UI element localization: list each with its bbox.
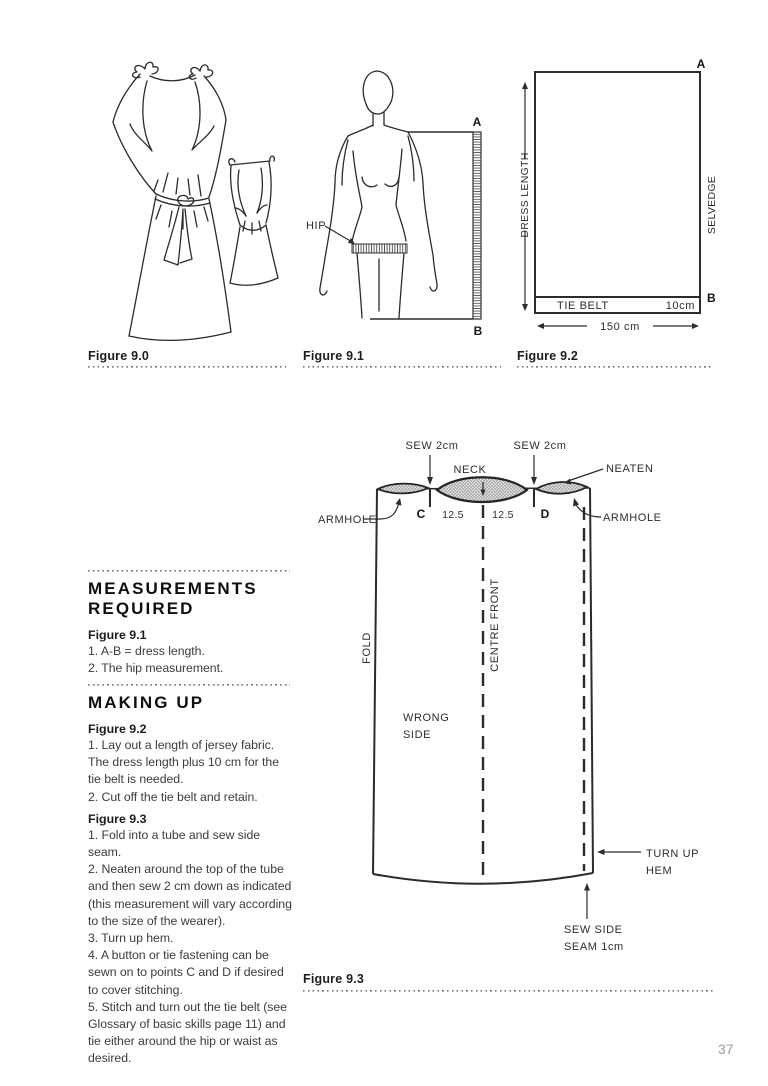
tie-belt-label: TIE BELT (557, 300, 609, 312)
sew-side-seam-label-line2: SEAM 1cm (564, 941, 624, 953)
fold-edge (373, 489, 377, 874)
step-item: 1. Fold into a tube and sew side seam. (88, 827, 261, 860)
point-a-label: A (472, 115, 482, 129)
step-item: 3. Turn up hem. (88, 931, 174, 946)
figure-9-2-caption: Figure 9.2 (517, 349, 579, 363)
fig91-text-label: Figure 9.1 (88, 628, 147, 642)
hip-label: HIP (306, 220, 327, 232)
making-up-body (88, 722, 295, 1068)
dress-length-label: DRESS LENGTH (519, 152, 531, 238)
divider-under-fig90 (88, 366, 286, 368)
armhole-right-label: ARMHOLE (603, 512, 662, 524)
neck-measure-right: 12.5 (492, 509, 514, 521)
fold-label: FOLD (361, 632, 373, 664)
hip-band (352, 244, 407, 253)
figure-9-1-caption: Figure 9.1 (303, 349, 365, 363)
page-number: 37 (718, 1041, 734, 1057)
sew-side-seam-label-line1: SEW SIDE (564, 924, 623, 936)
centre-front-label: CENTRE FRONT (489, 578, 501, 672)
figure-9-0-illustration (88, 55, 300, 345)
step-item: 2. Cut off the tie belt and retain. (88, 789, 258, 804)
side-edge (590, 488, 593, 873)
divider-under-fig93 (303, 990, 713, 992)
divider-under-fig91 (303, 366, 501, 368)
selvedge-label: SELVEDGE (706, 175, 718, 235)
measurement-item: 1. A-B = dress length. (88, 644, 205, 658)
turn-up-hem-label-line2: HEM (646, 865, 673, 877)
measurements-heading: MEASUREMENTS REQUIRED (88, 579, 258, 618)
step-item: 5. Stitch and turn out the tie belt (see Glossary of basic skills page 11) and tie either around the hip or waist as desired. (88, 999, 287, 1066)
wrong-side-label-line1: WRONG (403, 712, 450, 724)
neck-measure-left: 12.5 (442, 509, 464, 521)
neaten-label: NEATEN (606, 463, 654, 475)
belt-width-label: 10cm (665, 300, 695, 312)
figure-9-1-illustration (300, 55, 510, 345)
armhole-left-label: ARMHOLE (318, 514, 377, 526)
point-b-label: B (707, 291, 716, 305)
sew-2cm-right-label: SEW 2cm (513, 440, 567, 452)
figure-9-3-caption: Figure 9.3 (303, 972, 365, 986)
divider-measurements (88, 570, 290, 572)
fig92-text-label: Figure 9.2 (88, 722, 147, 736)
point-c-label: C (416, 507, 426, 521)
neck-label: NECK (453, 464, 487, 476)
armhole-left-opening (378, 484, 428, 494)
divider-making-up (88, 684, 290, 686)
turn-up-hem-label-line1: TURN UP (646, 848, 700, 860)
making-up-heading: MAKING UP (88, 693, 205, 712)
point-b-label: B (473, 324, 483, 338)
point-d-label: D (540, 507, 550, 521)
armhole-right-opening (536, 482, 587, 494)
step-item: 1. Lay out a length of jersey fabric. The dress length plus 10 cm for the tie belt is needed. (88, 738, 280, 787)
measuring-tape (473, 132, 481, 319)
fig93-text-label: Figure 9.3 (88, 811, 147, 826)
body-outline (320, 71, 437, 318)
step-item: 4. A button or tie fastening can be sewn on to points C and D if desired to cover stitching. (88, 948, 284, 997)
divider-under-fig92 (517, 366, 713, 368)
sew-2cm-left-label: SEW 2cm (405, 440, 459, 452)
step-item: 2. Neaten around the top of the tube and then sew 2 cm down as indicated (this measurement will vary according to the size of the wearer). (88, 862, 292, 928)
figure-9-3-diagram (300, 425, 768, 970)
wrong-side-label-line2: SIDE (403, 729, 432, 741)
point-a-label: A (696, 57, 706, 71)
figure-9-0-caption: Figure 9.0 (88, 349, 150, 363)
fabric-outline (535, 72, 700, 313)
figure-9-2-diagram (517, 55, 720, 345)
measurement-item: 2. The hip measurement. (88, 661, 224, 676)
fabric-width-label: 150 cm (600, 321, 640, 333)
